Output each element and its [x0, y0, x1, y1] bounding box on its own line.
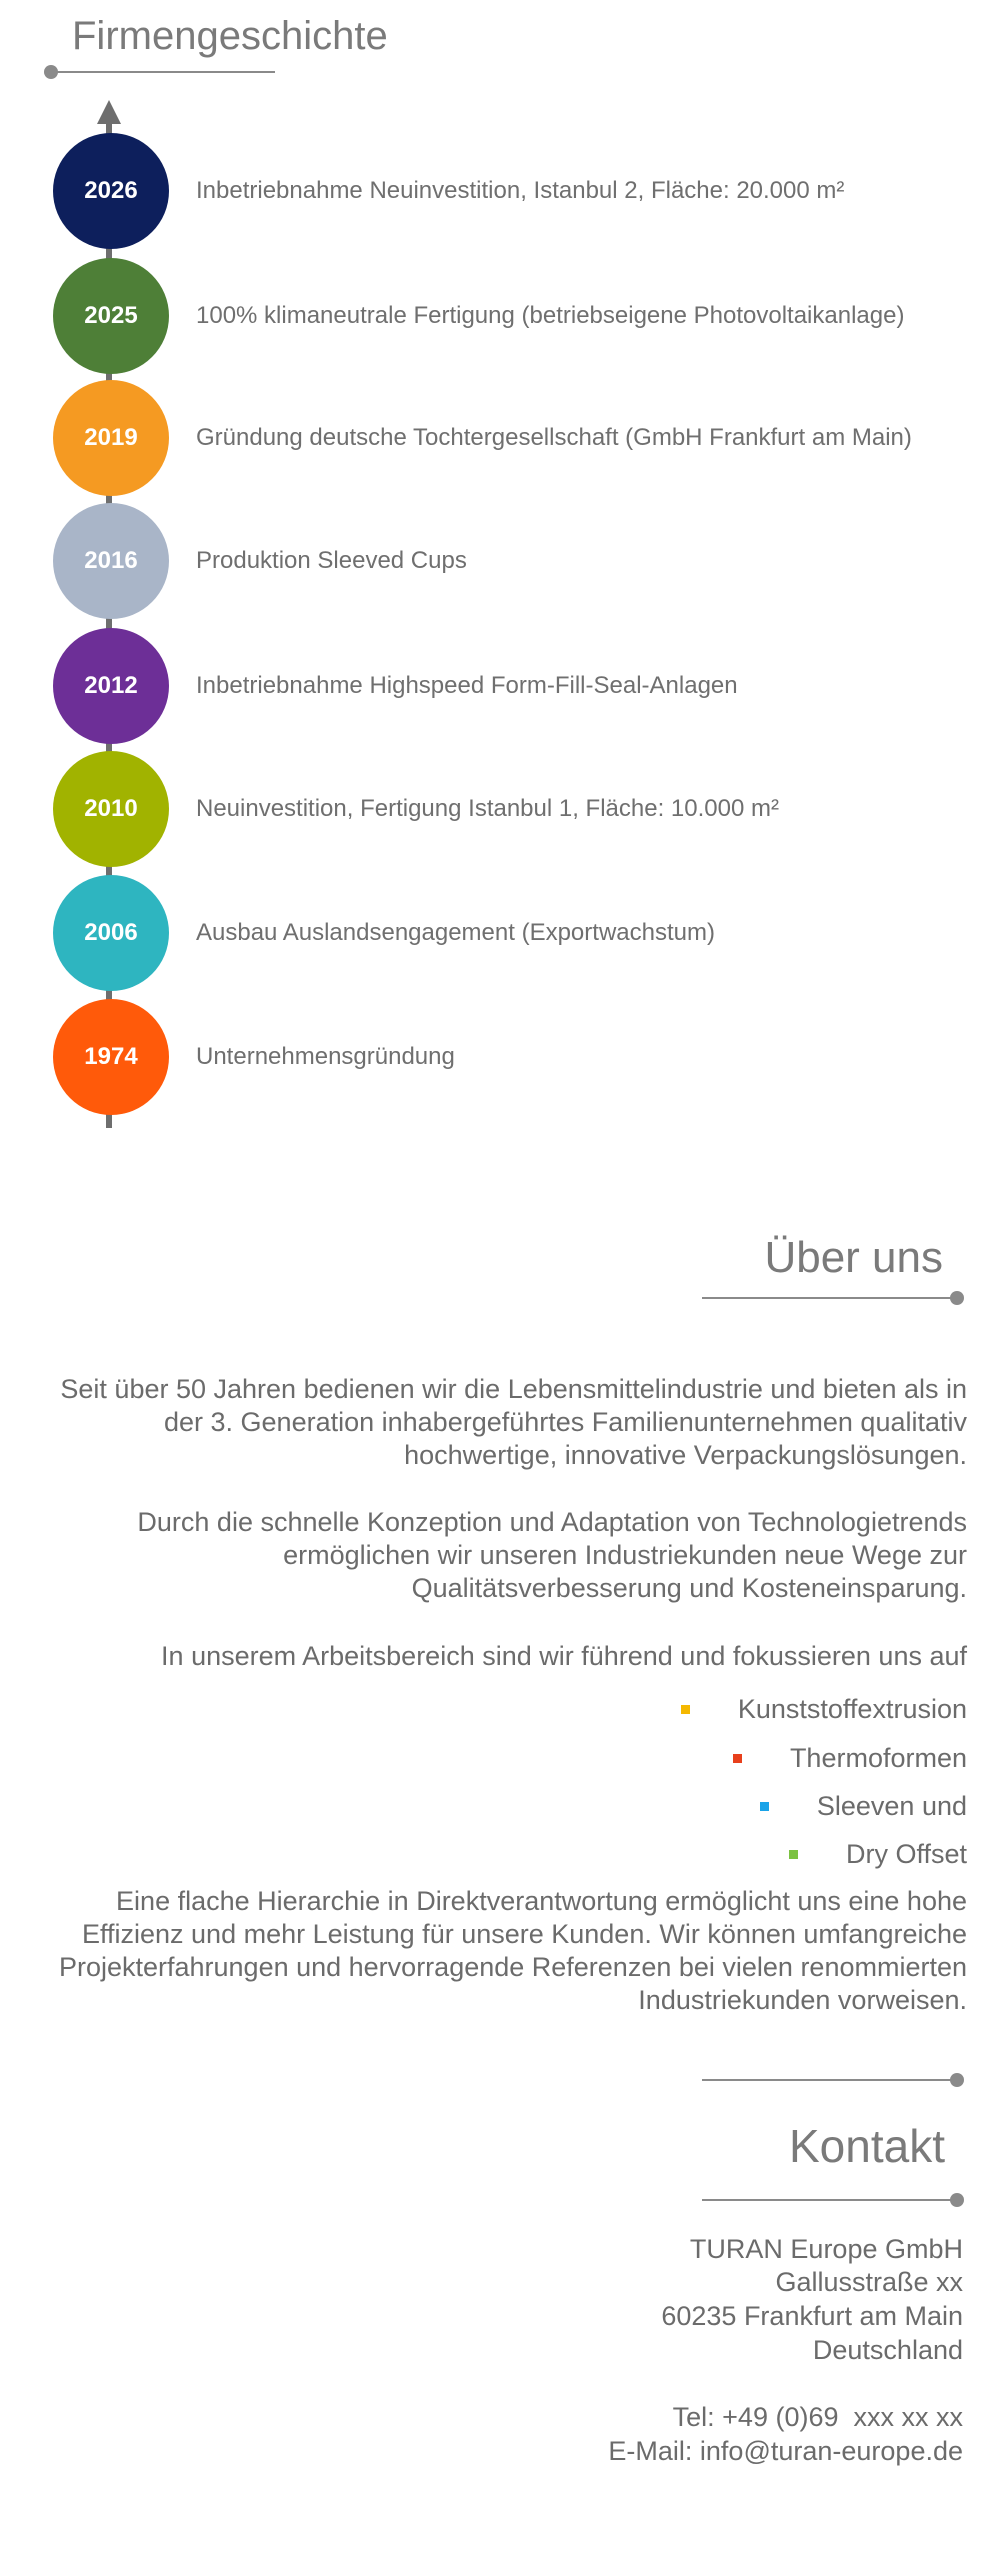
timeline-event-text: Inbetriebnahme Highspeed Form-Fill-Seal-Anlagen [196, 672, 738, 699]
contact-rule-dot [950, 2193, 964, 2207]
timeline-event-text: Unternehmensgründung [196, 1043, 455, 1070]
timeline-year-circle: 1974 [53, 999, 169, 1115]
focus-list-label: Thermoformen [789, 1742, 967, 1773]
focus-list-label: Dry Offset [845, 1838, 967, 1869]
timeline-event-text: Inbetriebnahme Neuinvestition, Istanbul 2, Fläche: 20.000 m² [196, 177, 845, 204]
contact-email[interactable]: E-Mail: info@turan-europe.de [608, 2436, 963, 2466]
timeline-year-circle: 2016 [53, 503, 169, 619]
timeline-event-text: 100% klimaneutrale Fertigung (betriebseigene Photovoltaikanlage) [196, 302, 905, 329]
timeline-event-text: Produktion Sleeved Cups [196, 547, 467, 574]
bullet-square-icon [681, 1705, 690, 1714]
contact-city: 60235 Frankfurt am Main [661, 2301, 963, 2331]
timeline-item [0, 380, 1001, 496]
history-title: Firmengeschichte [72, 14, 388, 58]
timeline-event-text: Gründung deutsche Tochtergesellschaft (GmbH Frankfurt am Main) [196, 424, 912, 451]
focus-list-item [760, 1786, 967, 1826]
about-paragraph-3: In unserem Arbeitsbereich sind wir führend und fokussieren uns auf [161, 1641, 967, 1671]
timeline-arrow-icon [97, 100, 121, 124]
timeline-year-circle: 2012 [53, 628, 169, 744]
timeline-year-circle: 2010 [53, 751, 169, 867]
timeline-item [0, 133, 1001, 249]
contact-rule [702, 2199, 958, 2201]
about-paragraph-4: Eine flache Hierarchie in Direktverantwortung ermöglicht uns eine hohe Effizienz und mehr Leistung für unsere Kunden. Wir können umfangreiche Projekterfahrungen und hervorragende Referenzen bei vielen renommierten Industriekunden vorweisen. [58, 1886, 967, 2015]
timeline-item [0, 875, 1001, 991]
timeline-year-circle: 2025 [53, 258, 169, 374]
about-paragraph-1: Seit über 50 Jahren bedienen wir die Lebensmittelindustrie und bieten als in der 3. Generation inhabergeführtes Familienunternehmen qualitativ hochwertige, innovative Verpackungslösungen. [60, 1374, 967, 1470]
timeline-year-circle: 2026 [53, 133, 169, 249]
contact-title: Kontakt [789, 2120, 945, 2172]
timeline-year-circle: 2006 [53, 875, 169, 991]
contact-top-rule-dot [950, 2073, 964, 2087]
timeline-item [0, 628, 1001, 744]
focus-list-label: Sleeven und [816, 1790, 967, 1821]
timeline-item [0, 751, 1001, 867]
timeline-item [0, 999, 1001, 1115]
contact-street: Gallusstraße xx [775, 2267, 963, 2297]
about-rule-dot [950, 1291, 964, 1305]
bullet-square-icon [760, 1802, 769, 1811]
about-title: Über uns [764, 1233, 943, 1282]
focus-list-item [681, 1689, 967, 1729]
focus-list-item [789, 1834, 967, 1874]
history-rule [50, 71, 275, 73]
contact-country: Deutschland [812, 2335, 963, 2365]
timeline-event-text: Ausbau Auslandsengagement (Exportwachstum) [196, 919, 715, 946]
about-rule [702, 1297, 958, 1299]
contact-phone: Tel: +49 (0)69 xxx xx xx [672, 2402, 963, 2432]
timeline-item [0, 258, 1001, 374]
focus-list-item [733, 1738, 967, 1778]
timeline-event-text: Neuinvestition, Fertigung Istanbul 1, Fläche: 10.000 m² [196, 795, 779, 822]
focus-list-label: Kunststoffextrusion [737, 1693, 967, 1724]
contact-top-rule [702, 2079, 958, 2081]
timeline-year-circle: 2019 [53, 380, 169, 496]
about-paragraph-2: Durch die schnelle Konzeption und Adaptation von Technologietrends ermöglichen wir unseren Industriekunden neue Wege zur Qualitätsverbesserung und Kosteneinsparung. [137, 1507, 967, 1603]
bullet-square-icon [733, 1754, 742, 1763]
timeline-item [0, 503, 1001, 619]
contact-company: TURAN Europe GmbH [689, 2234, 963, 2264]
bullet-square-icon [789, 1850, 798, 1859]
